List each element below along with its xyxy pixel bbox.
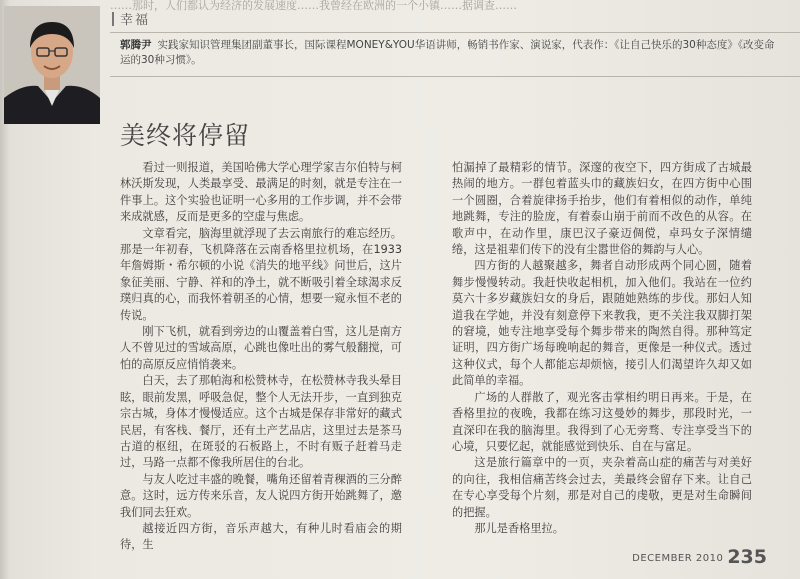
author-description: 实践家知识管理集团副董事长，国际课程MONEY&YOU华语讲师，畅销书作家、演说家，代表作：《让自己快乐的30种态度》《改变命运的30种习惯》。 [120, 39, 775, 66]
previous-article-faint-text: ……那时，人们都认为经济的发展速度……我曾经在欧洲的一个小镇……据调查…… [110, 0, 517, 12]
column-tag-label: 幸福 [120, 13, 151, 28]
paragraph: 与友人吃过丰盛的晚餐，嘴角还留着青稞酒的三分醉意。这时，远方传来乐音，友人说四方街开始跳舞了，邀我们同去狂欢。 [120, 472, 402, 519]
paragraph: 文章看完，脑海里就浮现了去云南旅行的难忘经历。那是一年初春，飞机降落在云南香格里拉机场，在1933年詹姆斯・希尔顿的小说《消失的地平线》问世后，这片象征美丽、宁静、祥和的净土，就不断吸引着全球渴求反璞归真的心，而我怀着朝圣的心情，想要一窥永恒不老的传说。 [120, 226, 402, 322]
author-portrait-image [4, 6, 100, 124]
author-name: 郭腾尹 [120, 39, 152, 51]
paragraph: 刚下飞机，就看到旁边的山覆盖着白雪，这儿是南方人不曾见过的雪域高原，心跳也像吐出的雾气般翻搅，可怕的高原反应悄悄袭来。 [120, 325, 402, 371]
article-column-right [452, 160, 752, 537]
header-rule-bottom [110, 76, 800, 77]
article-column-left [120, 160, 402, 554]
page-number: 235 [727, 546, 767, 568]
column-tag-divider [112, 12, 114, 26]
issue-date: DECEMBER 2010 [632, 553, 724, 564]
paragraph-continued: 怕漏掉了最精彩的情节。深邃的夜空下，四方街成了古城最热闹的地方。一群包着蓝头巾的藏族妇女，在四方街中心围一个圆圈，合着旋律扬手抬步，他们有着相似的动作，单纯地跳舞，专注的脸庞，有着泰山崩于前而不改色的从容。在歌声中，在动作里，康巴汉子豪迈倜傥，卓玛女子深情缱绻，这是祖辈们传下的没有尘嚣世俗的舞韵与人心。 [452, 161, 752, 257]
author-bio [120, 38, 780, 68]
column-tag [112, 9, 150, 28]
paragraph: 这是旅行篇章中的一页，夹杂着高山症的痛苦与对美好的向往，我相信痛苦终会过去，美最终会留存下来。让自己在专心享受每个片刻，那是对自己的虔敬，更是对生命瞬间的把握。 [452, 456, 752, 519]
paragraph: 越接近四方街，音乐声越大，有种儿时看庙会的期待，生 [120, 521, 402, 552]
paragraph: 四方街的人越聚越多，舞者自动形成两个同心圆，随着舞步慢慢转动。我赶快收起相机，加入他们。我站在一位约莫六十多岁藏族妇女的身后，跟随她熟练的步伐。那妇人知道我在学她，并没有刻意停下来教我，更不关注我双脚打架的窘境，她专注地享受每个舞步带来的陶然自得。那种笃定证明，四方街广场每晚响起的舞音，更像是一种仪式。透过这种仪式，每个人都能忘却烦恼，接引人们渴望许久却又如此简单的幸福。 [452, 259, 752, 388]
page-footer [632, 546, 767, 568]
paragraph: 广场的人群散了，观光客击掌相约明日再来。于是，在香格里拉的夜晚，我都在练习这曼妙的舞步，那段时光，一直深印在我的脑海里。我得到了心无旁骛、专注享受当下的心境，只要忆起，就能感觉到快乐、自在与富足。 [452, 390, 752, 453]
header-rule-top [110, 32, 800, 33]
paragraph: 那儿是香格里拉。 [474, 521, 564, 535]
paragraph: 看过一则报道，美国哈佛大学心理学家吉尔伯特与柯林沃斯发现，人类最享受、最满足的时刻，就是专注在一件事上。这个实验也证明一心多用的工作步调，并不会带来成就感，反而是更多的空虚与焦虑。 [120, 161, 402, 224]
author-photo [4, 6, 100, 124]
paragraph: 白天，去了那帕海和松赞林寺，在松赞林寺我头晕目眩，眼前发黑，呼吸急促，整个人无法开步，一直到独克宗古城，身体才慢慢适应。这个古城是保存非常好的藏式民居，有客栈、餐厅，还有土产艺品店，这里过去是茶马古道的枢纽，在斑驳的石板路上，不时有贩子赶着马走过，马路一点都不像我所居住的台北。 [120, 374, 402, 470]
article-title: 美终将停留 [120, 121, 251, 150]
